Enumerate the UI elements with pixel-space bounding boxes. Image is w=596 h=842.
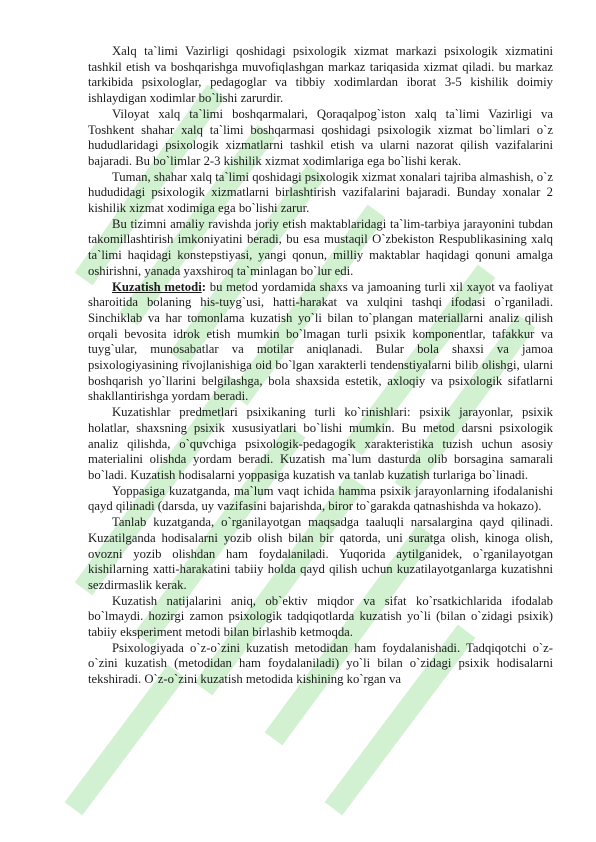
paragraph-7: Yoppasiga kuzatganda, ma`lum vaqt ichida hamma psixik jarayonlarning ifodalanishi qayd qilinadi (darsda, uy vazifasini bajarishda, biror to`garakda qatnashishda va hokazo). (88, 483, 553, 514)
paragraph-4: Bu tizimni amaliy ravishda joriy etish maktablaridagi ta`lim-tarbiya jarayonini tubdan takomillashtirish imkoniyatini beradi, bu esa mustaqil O`zbekiston Respublikasining xalq ta`limi haqidagi konstepstiyasi, yangi qonun, milliy maktablar haqidagi qonuni amalga oshirishni, yanada yaxshiroq ta`minlagan bo`lur edi. (88, 216, 553, 278)
section-keyword: Kuzatish metodi (112, 279, 202, 294)
body-text (88, 44, 553, 688)
keyword-colon: : (201, 279, 206, 294)
paragraph-2: Viloyat xalq ta`limi boshqarmalari, Qoraqalpog`iston xalq ta`limi Vazirligi va Toshkent shahar xalq ta`limi boshqarmasi qoshidagi psixologik xizmat bo`limlari o`z hududlaridagi psixologik xizmatlarni tashkil etish va ularni nazorat qilish vazifalarini bajaradi. Bu bo`limlar 2-3 kishilik xizmat xodimlariga ega bo`lishi kerak. (88, 106, 553, 168)
paragraph-8: Tanlab kuzatganda, o`rganilayotgan maqsadga taaluqli narsalargina qayd qilinadi. Kuzatilganda hodisalarni yozib olish bilan bir qatorda, uni suratga olish, kinoga olish, ovozni yozib olishdan ham foydalaniladi. Yuqorida aytilganidek, o`rganilayotgan kishilarning xatti-harakatini tabiiy holda qayd qilish uchun kuzatilayotganlarga kuzatishni sezdirmaslik kerak. (88, 515, 553, 592)
paragraph-5 (88, 280, 553, 406)
paragraph-6: Kuzatishlar predmetlari psixikaning turli ko`rinishlari: psixik jarayonlar, psixik holatlar, shaxsning psixik xususiyatlari bo`lishi mumkin. Bu metod darsni psixologik analiz qilishda, o`quvchiga psixologik-pedagogik xarakteristika tuzish uchun asosiy materialini olishda yordam beradi. Kuzatish ma`lum dasturda olib borsagina samarali bo`ladi. Kuzatish hodisalarni yoppasiga kuzatish va tanlab kuzatish turlariga bo`linadi. (88, 405, 553, 482)
paragraph-10: Psixologiyada o`z-o`zini kuzatish metodidan ham foydalanishadi. Tadqiqotchi o`z-o`zini kuzatish (metodidan ham foydalaniladi) yo`li bilan o`zidagi psixik hodisalarni tekshiradi. O`z-o`zini kuzatish metodida kishining ko`rgan va (88, 640, 553, 687)
paragraph-5-text: bu metod yordamida shaxs va jamoaning turli xil xayot va faoliyat sharoitida bolaning his-tuyg`usi, hatti-harakat va xulqini tashqi ifodasi o`rganiladi. Sinchiklab va har tomonlama kuzatish yo`li bilan to`plangan materiallarni analiz qilish orqali bevosita idrok etish mumkin bo`lmagan turli psixik komponentlar, tafakkur va tuyg`ular, munosabatlar va motilar aniqlanadi. Bular bola shaxsi va jamoa psixologiyasining rivojlanishiga oid bo`lgan xarakterli tendenstiyalarni bilib olishgi, ularni boshqarish yo`llarini belgilashga, bola shaxsida estetik, axloqiy va psixologik sifatlarni shakllantirishga yordam beradi. (88, 279, 553, 404)
paragraph-9: Kuzatish natijalarini aniq, ob`ektiv miqdor va sifat ko`rsatkichlarida ifodalab bo`lmaydi. hozirgi zamon psixologik tadqiqotlarda kuzatish yo`li (bilan o`zidagi psixik) tabiiy eksperiment metodi bilan birlashib ketmoqda. (88, 593, 553, 640)
paragraph-1: Xalq ta`limi Vazirligi qoshidagi psixologik xizmat markazi psixologik xizmatini tashkil etish va boshqarishga muvofiqlashgan markaz tariqasida xizmat qiladi. bu markaz tarkibida psixologlar, pedagoglar va tibbiy xodimlardan iborat 3-5 kishilik doimiy ishlaydigan xodimlar bo`lishi zarurdir. (88, 44, 553, 106)
paragraph-3: Tuman, shahar xalq ta`limi qoshidagi psixologik xizmat xonalari tajriba almashish, o`z hududidagi psixologik xizmatlarni birlashtirish vazifalarini bajaradi. Bunday xonalar 2 kishilik xizmat xodimiga ega bo`lishi zarur. (88, 169, 553, 216)
